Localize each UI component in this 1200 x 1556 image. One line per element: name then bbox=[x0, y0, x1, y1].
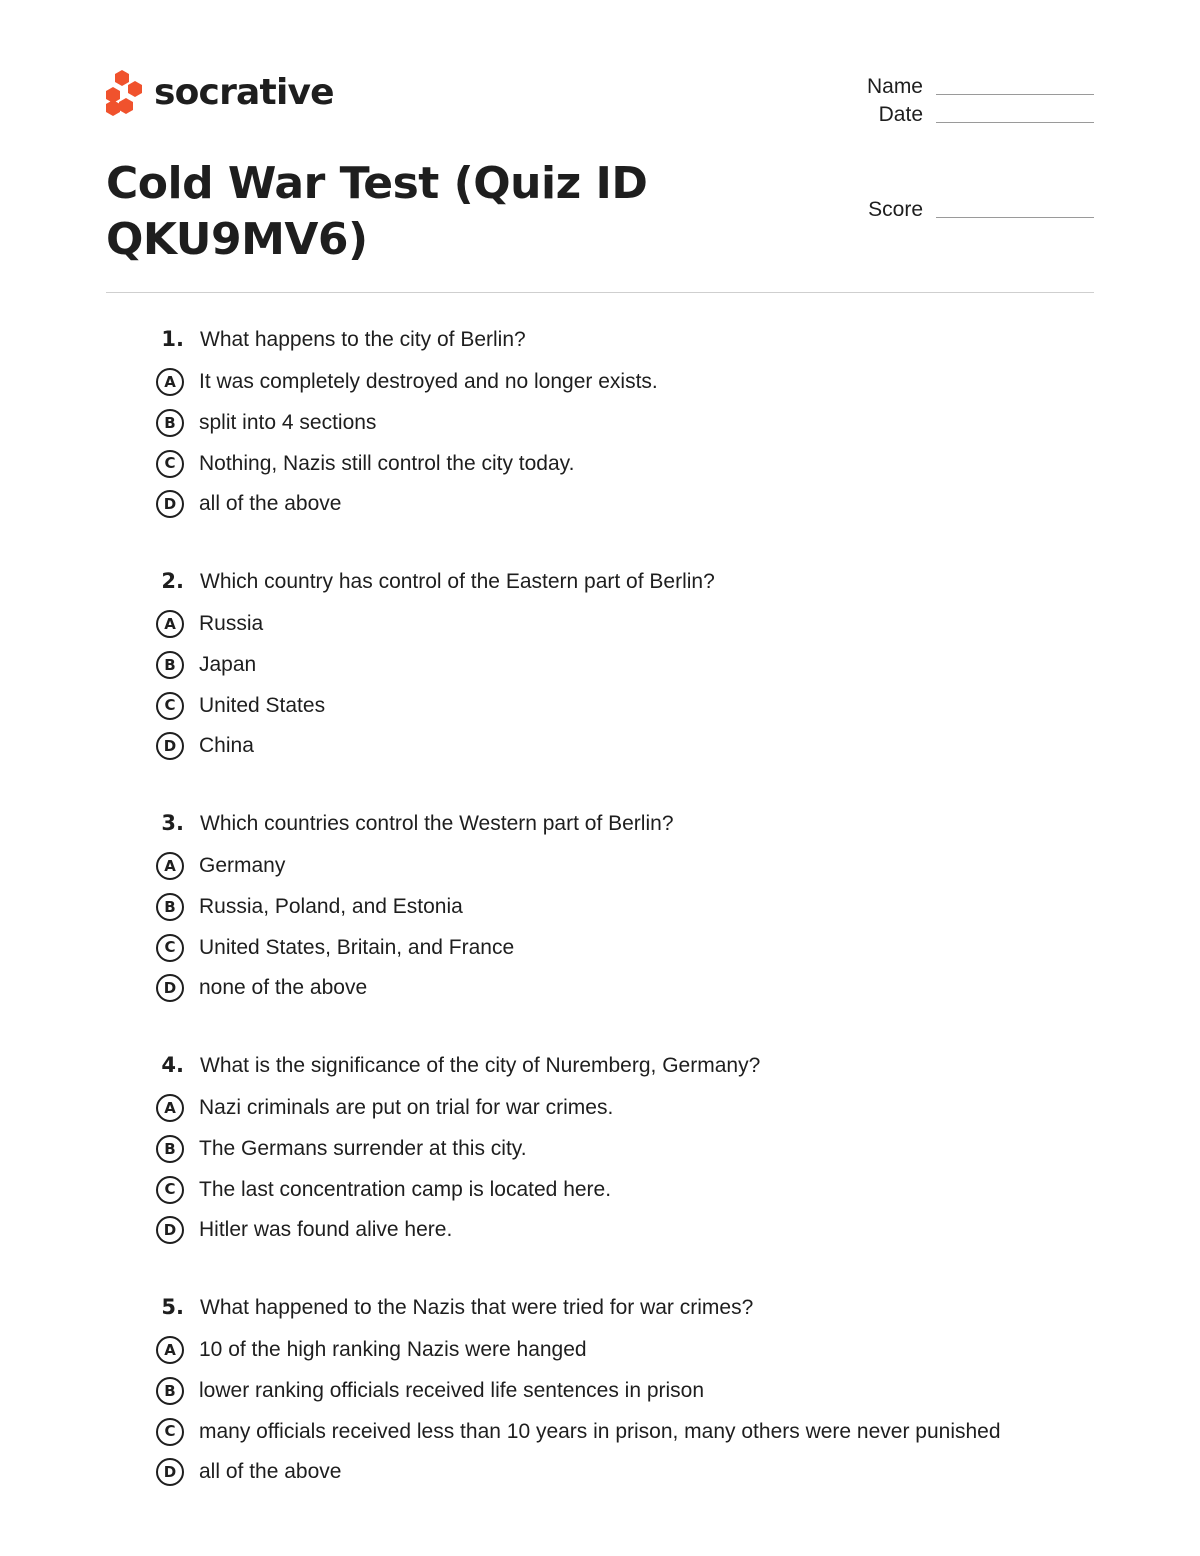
answer-bubble[interactable]: C bbox=[156, 934, 184, 962]
brand-name: socrative bbox=[154, 72, 334, 113]
answer-option-c[interactable] bbox=[156, 1169, 1056, 1210]
date-line bbox=[936, 122, 1094, 123]
answer-option-a[interactable] bbox=[156, 362, 1056, 403]
question-number: 1. bbox=[161, 327, 184, 351]
answer-text: Hitler was found alive here. bbox=[199, 1218, 453, 1242]
answer-text: Russia, Poland, and Estonia bbox=[199, 895, 463, 919]
answer-option-c[interactable] bbox=[156, 1411, 1056, 1452]
answer-option-c[interactable] bbox=[156, 927, 1056, 968]
answer-option-b[interactable] bbox=[156, 1371, 1056, 1412]
answer-text: The last concentration camp is located here. bbox=[199, 1177, 612, 1201]
answer-text: United States bbox=[199, 693, 326, 717]
answer-text: split into 4 sections bbox=[199, 411, 377, 435]
answer-text: China bbox=[199, 734, 254, 758]
question-header bbox=[156, 810, 1056, 846]
answer-bubble[interactable]: D bbox=[156, 490, 184, 518]
question-3 bbox=[156, 810, 1056, 1052]
answer-text: many officials received less than 10 years in prison, many others were never punished bbox=[199, 1419, 1001, 1443]
name-line bbox=[936, 94, 1094, 95]
answer-bubble[interactable]: D bbox=[156, 732, 184, 760]
answer-text: lower ranking officials received life sentences in prison bbox=[199, 1379, 705, 1403]
answer-bubble[interactable]: B bbox=[156, 893, 184, 921]
answer-bubble[interactable]: A bbox=[156, 1336, 184, 1364]
question-header bbox=[156, 326, 1056, 362]
question-header bbox=[156, 1052, 1056, 1088]
question-number: 3. bbox=[161, 811, 184, 835]
answer-option-d[interactable] bbox=[156, 726, 1056, 767]
question-text: What is the significance of the city of Nuremberg, Germany? bbox=[200, 1054, 761, 1077]
answer-bubble[interactable]: A bbox=[156, 852, 184, 880]
socrative-logo bbox=[105, 69, 334, 117]
answer-text: Russia bbox=[199, 612, 264, 636]
answer-option-d[interactable] bbox=[156, 1210, 1056, 1251]
answer-option-a[interactable] bbox=[156, 1330, 1056, 1371]
score-field bbox=[833, 197, 1094, 223]
question-number: 5. bbox=[161, 1295, 184, 1319]
question-text: What happened to the Nazis that were tried for war crimes? bbox=[200, 1296, 754, 1319]
answer-bubble[interactable]: C bbox=[156, 1418, 184, 1446]
answer-text: United States, Britain, and France bbox=[199, 935, 515, 959]
name-label: Name bbox=[866, 75, 923, 98]
question-number: 2. bbox=[161, 569, 184, 593]
answer-option-a[interactable] bbox=[156, 1088, 1056, 1129]
answer-option-d[interactable] bbox=[156, 1452, 1056, 1493]
answer-text: 10 of the high ranking Nazis were hanged bbox=[199, 1338, 587, 1362]
answer-text: It was completely destroyed and no longer exists. bbox=[199, 370, 658, 394]
answer-option-c[interactable] bbox=[156, 685, 1056, 726]
question-text: Which country has control of the Eastern part of Berlin? bbox=[200, 570, 715, 593]
answer-bubble[interactable]: B bbox=[156, 651, 184, 679]
question-header bbox=[156, 1294, 1056, 1330]
date-field bbox=[833, 102, 1094, 128]
question-text: What happens to the city of Berlin? bbox=[200, 328, 526, 351]
answer-option-c[interactable] bbox=[156, 443, 1056, 484]
answer-bubble[interactable]: B bbox=[156, 409, 184, 437]
question-2 bbox=[156, 568, 1056, 810]
answer-text: Nothing, Nazis still control the city today. bbox=[199, 451, 575, 475]
answer-text: Germany bbox=[199, 854, 286, 878]
quiz-title: Cold War Test (Quiz ID QKU9MV6) bbox=[106, 158, 648, 265]
answer-option-d[interactable] bbox=[156, 968, 1056, 1009]
answer-option-b[interactable] bbox=[156, 1129, 1056, 1170]
question-1 bbox=[156, 326, 1056, 568]
socrative-hexagon-icon bbox=[105, 69, 143, 117]
answer-text: all of the above bbox=[199, 1460, 342, 1484]
answer-bubble[interactable]: A bbox=[156, 610, 184, 638]
question-number: 4. bbox=[161, 1053, 184, 1077]
answer-bubble[interactable]: A bbox=[156, 368, 184, 396]
question-text: Which countries control the Western part of Berlin? bbox=[200, 812, 674, 835]
answer-text: none of the above bbox=[199, 976, 368, 1000]
answer-bubble[interactable]: D bbox=[156, 1216, 184, 1244]
answer-option-b[interactable] bbox=[156, 403, 1056, 444]
answer-bubble[interactable]: B bbox=[156, 1377, 184, 1405]
answer-option-a[interactable] bbox=[156, 604, 1056, 645]
answer-option-a[interactable] bbox=[156, 846, 1056, 887]
score-label: Score bbox=[868, 198, 923, 221]
answer-bubble[interactable]: C bbox=[156, 692, 184, 720]
answer-bubble[interactable]: D bbox=[156, 1458, 184, 1486]
name-field bbox=[833, 74, 1094, 100]
score-line bbox=[936, 217, 1094, 218]
answer-bubble[interactable]: A bbox=[156, 1094, 184, 1122]
answer-option-b[interactable] bbox=[156, 645, 1056, 686]
answer-text: The Germans surrender at this city. bbox=[199, 1137, 527, 1161]
date-label: Date bbox=[878, 103, 923, 126]
question-4 bbox=[156, 1052, 1056, 1294]
question-list bbox=[156, 326, 1056, 1536]
answer-bubble[interactable]: C bbox=[156, 1176, 184, 1204]
answer-bubble[interactable]: B bbox=[156, 1135, 184, 1163]
answer-bubble[interactable]: C bbox=[156, 450, 184, 478]
question-5 bbox=[156, 1294, 1056, 1536]
answer-bubble[interactable]: D bbox=[156, 974, 184, 1002]
answer-option-d[interactable] bbox=[156, 484, 1056, 525]
answer-text: all of the above bbox=[199, 492, 342, 516]
question-header bbox=[156, 568, 1056, 604]
answer-text: Nazi criminals are put on trial for war crimes. bbox=[199, 1096, 614, 1120]
answer-option-b[interactable] bbox=[156, 887, 1056, 928]
answer-text: Japan bbox=[199, 653, 257, 677]
header-divider bbox=[106, 292, 1094, 293]
